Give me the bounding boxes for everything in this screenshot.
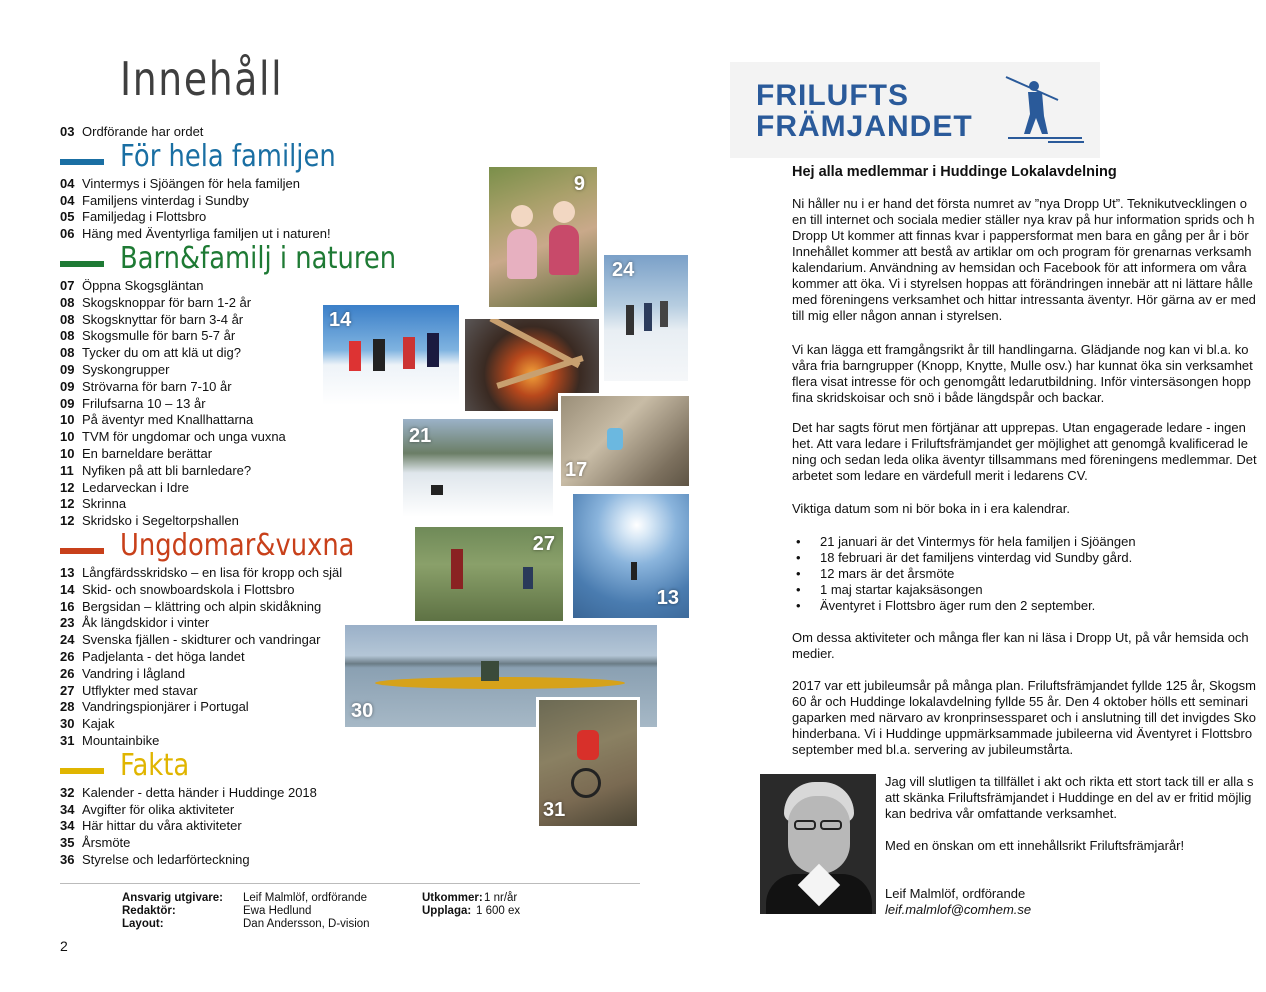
- toc-entry-title: Mountainbike: [82, 733, 160, 748]
- letter-text-line: våra fria barngrupper (Knopp, Knytte, Mulle osv.) har kunnat öka sin verksamhet: [792, 358, 1253, 373]
- toc-entry[interactable]: [60, 582, 294, 598]
- toc-entry-title: Ordförande har ordet: [82, 124, 204, 139]
- toc-page-number: 06: [60, 226, 75, 242]
- toc-entry-title: Avgifter för olika aktiviteter: [82, 801, 235, 817]
- toc-page-number: 36: [60, 852, 75, 867]
- publisher-label: Ansvarig utgivare:: [122, 892, 223, 904]
- toc-entry[interactable]: [60, 835, 130, 851]
- photo-number: 24: [612, 259, 635, 281]
- letter-text-line: kalendarium. Användning av hemsidan och Facebook för att informera om våra: [792, 260, 1247, 275]
- letter-text-line: kan bedriva vår omfattande verksamhet.: [885, 806, 1117, 821]
- toc-entry-title: Årsmöte: [82, 835, 131, 851]
- editor-value: Ewa Hedlund: [243, 905, 312, 917]
- letter-text-line: arbetet som ledare en värdefull merit i ledarens CV.: [792, 468, 1088, 483]
- photo-number: 17: [565, 459, 588, 481]
- chairman-portrait: [760, 774, 876, 914]
- toc-entry-title: Vintermys i Sjöängen för hela familjen: [82, 175, 300, 191]
- photo-rock-climbing: [558, 393, 692, 489]
- letter-text-line: Dropp Ut kommer att finnas kvar i pappersformat men bara en gång per år i bör: [792, 228, 1249, 243]
- toc-entry[interactable]: [60, 565, 342, 581]
- photo-mountainbike: [536, 697, 640, 829]
- toc-entry-title: Nyfiken på att bli barnledare?: [82, 462, 252, 478]
- photo-children-picnic: [486, 164, 600, 310]
- toc-page-number: 12: [60, 496, 75, 512]
- toc-entry-title: Frilufsarna 10 – 13 år: [82, 395, 206, 411]
- toc-entry-title: Ledarveckan i Idre: [82, 479, 189, 495]
- toc-entry[interactable]: [60, 716, 115, 732]
- contents-title: Innehåll: [120, 52, 284, 106]
- toc-page-number: 07: [60, 278, 75, 293]
- toc-page-number: 09: [60, 378, 75, 394]
- toc-entry[interactable]: [60, 226, 331, 242]
- toc-entry-title: Kajak: [82, 716, 115, 732]
- toc-entry-title: Kalender - detta händer i Huddinge 2018: [82, 784, 317, 800]
- letter-text-line: Med en önskan om ett innehållsrikt Friluftsfrämjarår!: [885, 838, 1185, 853]
- print-run-value: 1 600 ex: [476, 905, 521, 917]
- date-list-item: • 21 januari är det Vintermys för hela familjen i Sjöängen: [796, 534, 1136, 550]
- toc-page-number: 30: [60, 716, 75, 732]
- letter-text-line: Vi kan lägga ett framgångsrikt år till handlingarna. Glädjande nog kan vi bl.a. ko: [792, 342, 1249, 357]
- photo-kids-skiing: [320, 302, 462, 408]
- photo-number: 13: [656, 587, 679, 609]
- toc-entry[interactable]: [60, 396, 206, 412]
- toc-page-number: 26: [60, 649, 75, 664]
- toc-page-number: 12: [60, 479, 75, 495]
- date-list-item: • 12 mars är det årsmöte: [796, 566, 954, 582]
- letter-heading: Hej alla medlemmar i Huddinge Lokalavdelning: [792, 164, 1117, 180]
- photo-number: 27: [532, 533, 555, 555]
- frequency-value: 1 nr/år: [484, 892, 518, 904]
- toc-page-number: 31: [60, 733, 75, 748]
- toc-entry-title: Vandringspionjärer i Portugal: [82, 699, 249, 715]
- toc-entry[interactable]: [60, 463, 251, 479]
- toc-page-number: 10: [60, 429, 75, 445]
- skier-logo-icon: [998, 72, 1098, 152]
- toc-page-number: 34: [60, 801, 75, 817]
- toc-entry[interactable]: [60, 124, 203, 140]
- letter-text-line: Viktiga datum som ni bör boka in i era kalendrar.: [792, 501, 1070, 516]
- toc-page-number: 10: [60, 412, 75, 428]
- editor-label: Redaktör:: [122, 905, 176, 917]
- toc-entry-title: Utflykter med stavar: [82, 682, 198, 698]
- toc-page-number: 13: [60, 565, 75, 580]
- section-heading: Barn&familj i naturen: [120, 241, 397, 276]
- toc-entry[interactable]: [60, 852, 250, 868]
- toc-entry-title: TVM för ungdomar och unga vuxna: [82, 429, 286, 445]
- toc-entry-title: Skogsknyttar för barn 3-4 år: [82, 311, 244, 327]
- toc-entry-title: Padjelanta - det höga landet: [82, 649, 245, 664]
- letter-text-line: Om dessa aktiviteter och många fler kan ni läsa i Dropp Ut, på vår hemsida och: [792, 630, 1249, 645]
- letter-text-line: ning och sedan leda olika äventyr tillsammans med föreningens medlemmar. Det: [792, 452, 1257, 467]
- photo-number: 31: [543, 799, 566, 821]
- toc-entry[interactable]: [60, 615, 209, 631]
- toc-page-number: 05: [60, 209, 75, 225]
- toc-page-number: 24: [60, 632, 75, 648]
- toc-entry[interactable]: [60, 312, 243, 328]
- layout-value: Dan Andersson, D-vision: [243, 918, 370, 930]
- photo-winter-ski-group: [601, 252, 691, 384]
- section-color-bar: [60, 548, 104, 554]
- date-list-item: • Äventyret i Flottsbro äger rum den 2 september.: [796, 598, 1095, 614]
- toc-entry-title: Skrinna: [82, 496, 127, 512]
- toc-page-number: 26: [60, 665, 75, 681]
- toc-page-number: 08: [60, 294, 75, 310]
- section-color-bar: [60, 159, 104, 165]
- letter-text-line: 60 år och Huddinge lokalavdelning fyllde 55 år. Den 4 oktober hölls ett seminari: [792, 694, 1248, 709]
- letter-text-line: hinderbana. Vi i Huddinge uppmärksammade jubileerna vid Äventyret i Flottsbro: [792, 726, 1253, 741]
- toc-page-number: 09: [60, 395, 75, 411]
- toc-page-number: 04: [60, 192, 75, 208]
- toc-entry[interactable]: [60, 446, 212, 462]
- toc-entry[interactable]: [60, 733, 159, 749]
- toc-entry[interactable]: [60, 412, 253, 428]
- toc-page-number: 12: [60, 513, 75, 529]
- toc-page-number: 08: [60, 345, 75, 361]
- photo-number: 30: [351, 700, 374, 722]
- toc-entry[interactable]: [60, 295, 251, 311]
- letter-text-line: till mig eller någon annan i styrelsen.: [792, 308, 1003, 323]
- photo-hikers-meadow: [412, 524, 566, 624]
- toc-entry[interactable]: [60, 683, 198, 699]
- toc-entry[interactable]: [60, 379, 232, 395]
- toc-page-number: 09: [60, 362, 75, 377]
- toc-entry[interactable]: [60, 429, 286, 445]
- toc-entry-title: Tycker du om att klä ut dig?: [82, 345, 241, 361]
- letter-text-line: en till internet och sociala medier ställer nya krav på hur information sprids och h: [792, 212, 1255, 227]
- toc-page-number: 08: [60, 328, 75, 344]
- toc-page-number: 08: [60, 311, 75, 327]
- photo-number: 21: [409, 425, 432, 447]
- toc-entry[interactable]: [60, 818, 242, 834]
- letter-text-line: kommer att öka. Vi i styrelsen hoppas att förändringen innebär att ni lättare hålle: [792, 276, 1253, 291]
- toc-entry[interactable]: [60, 699, 249, 715]
- letter-text-line: 2017 var ett jubileumsår på många plan. Friluftsfrämjandet fyllde 125 år, Skogsm: [792, 678, 1256, 693]
- toc-entry-title: Svenska fjällen - skidturer och vandringar: [82, 632, 321, 648]
- toc-entry[interactable]: [60, 666, 185, 682]
- letter-text-line: Ni håller nu i er hand det första numret av ”nya Dropp Ut”. Teknikutvecklingen o: [792, 196, 1247, 211]
- letter-text-line: gaparken med närvaro av kronprinsessparet och i anslutning till det invigdes Sko: [792, 710, 1256, 725]
- letter-text-line: fina skridskoisar och snö i både längdspår och backar.: [792, 390, 1105, 405]
- toc-entry-title: Skid- och snowboardskola i Flottsbro: [82, 581, 295, 597]
- toc-page-number: 35: [60, 835, 75, 851]
- toc-entry-title: Strövarna för barn 7-10 år: [82, 378, 232, 394]
- toc-entry-title: Här hittar du våra aktiviteter: [82, 818, 242, 834]
- letter-text-line: medier.: [792, 646, 835, 661]
- section-heading: För hela familjen: [120, 138, 336, 174]
- toc-entry[interactable]: [60, 328, 235, 344]
- toc-entry-title: Familjens vinterdag i Sundby: [82, 192, 249, 208]
- toc-entry-title: Skogsmulle för barn 5-7 år: [82, 328, 236, 344]
- toc-entry-title: Syskongrupper: [82, 362, 170, 377]
- toc-entry-title: Familjedag i Flottsbro: [82, 209, 207, 225]
- toc-entry-title: Åk längdskidor i vinter: [82, 615, 210, 631]
- toc-entry-title: Bergsidan – klättring och alpin skidåkning: [82, 598, 322, 614]
- date-list-item: • 18 februari är det familjens vinterdag vid Sundby gård.: [796, 550, 1132, 566]
- section-heading: Ungdomar&vuxna: [120, 528, 355, 563]
- letter-text-line: flera visat intresse för och genomgått ledarutbildning. Inför vintersäsongen hopp: [792, 374, 1251, 389]
- toc-entry[interactable]: [60, 193, 249, 209]
- print-run-label: Upplaga:: [422, 905, 472, 917]
- toc-page-number: 14: [60, 581, 75, 597]
- logo-wordmark: [756, 80, 973, 142]
- toc-page-number: 04: [60, 175, 75, 191]
- photo-ice-skating: [570, 491, 692, 621]
- letter-text-line: Det har sagts förut men förtjänar att upprepas. Utan engagerade ledare - ingen: [792, 420, 1246, 435]
- toc-entry-title: Häng med Äventyrliga familjen ut i naturen!: [82, 226, 331, 242]
- toc-entry[interactable]: [60, 496, 126, 512]
- logo-line-1: FRILUFTS: [756, 79, 909, 112]
- toc-page-number: 10: [60, 446, 75, 461]
- frequency-label: Utkommer:: [422, 892, 483, 904]
- footer-divider: [60, 883, 640, 884]
- friluftsframjandet-logo: [730, 62, 1100, 158]
- toc-page-number: 34: [60, 818, 75, 834]
- publisher-value: Leif Malmlöf, ordförande: [243, 892, 368, 904]
- letter-text-line: att skänka Friluftsfrämjandet i Huddinge en del av er fritid möjlig: [885, 790, 1252, 805]
- toc-entry[interactable]: [60, 785, 317, 801]
- toc-page-number: 03: [60, 124, 75, 139]
- toc-entry[interactable]: [60, 632, 320, 648]
- letter-text-line: Jag vill slutligen ta tillfället i akt och rikta ett stort tack till er alla s: [885, 774, 1254, 789]
- toc-entry[interactable]: [60, 345, 241, 361]
- layout-label: Layout:: [122, 918, 164, 930]
- letter-text-line: het. Att vara ledare i Friluftsfrämjandet ger möjlighet att genomgå kvalificerad le: [792, 436, 1248, 451]
- photo-number: 14: [329, 309, 352, 331]
- toc-entry[interactable]: [60, 362, 169, 378]
- page-number: 2: [60, 938, 68, 954]
- toc-page-number: 28: [60, 699, 75, 715]
- photo-downhill-skiing: [400, 416, 556, 520]
- section-color-bar: [60, 261, 104, 267]
- photo-number: 9: [573, 173, 585, 195]
- toc-page-number: 27: [60, 682, 75, 698]
- toc-entry[interactable]: [60, 513, 239, 529]
- toc-entry-title: Vandring i lågland: [82, 665, 186, 681]
- section-heading: Fakta: [120, 747, 190, 783]
- signature-email[interactable]: leif.malmlof@comhem.se: [885, 902, 1032, 917]
- toc-entry-title: Öppna Skogsgläntan: [82, 278, 204, 293]
- toc-entry[interactable]: [60, 480, 189, 496]
- toc-page-number: 32: [60, 784, 75, 800]
- letter-text-line: med föreningens verksamhet och hittar intressanta äventyr. Hör gärna av er med: [792, 292, 1256, 307]
- toc-entry[interactable]: [60, 209, 206, 225]
- toc-entry[interactable]: [60, 599, 321, 615]
- toc-entry[interactable]: [60, 278, 203, 294]
- toc-page-number: 16: [60, 598, 75, 614]
- letter-text-line: september med bl.a. servering av jubileumstårta.: [792, 742, 1074, 757]
- toc-page-number: 11: [60, 462, 74, 478]
- toc-entry-title: En barneldare berättar: [82, 446, 213, 461]
- toc-entry[interactable]: [60, 649, 245, 665]
- toc-entry[interactable]: [60, 176, 300, 192]
- toc-entry[interactable]: [60, 802, 234, 818]
- signature-name: Leif Malmlöf, ordförande: [885, 886, 1026, 901]
- toc-entry-title: Styrelse och ledarförteckning: [82, 852, 250, 867]
- section-color-bar: [60, 768, 104, 774]
- toc-entry-title: Skogsknoppar för barn 1-2 år: [82, 294, 252, 310]
- letter-text-line: Innehållet kommer att bestå av artiklar om och program för grenarnas verksamh: [792, 244, 1252, 259]
- toc-entry-title: Långfärdsskridsko – en lisa för kropp och själ: [82, 565, 343, 580]
- toc-page-number: 23: [60, 615, 75, 631]
- toc-entry-title: Skridsko i Segeltorpshallen: [82, 513, 239, 529]
- logo-line-2: FRÄMJANDET: [756, 110, 973, 143]
- toc-entry-title: På äventyr med Knallhattarna: [82, 412, 254, 428]
- date-list-item: • 1 maj startar kajaksäsongen: [796, 582, 983, 598]
